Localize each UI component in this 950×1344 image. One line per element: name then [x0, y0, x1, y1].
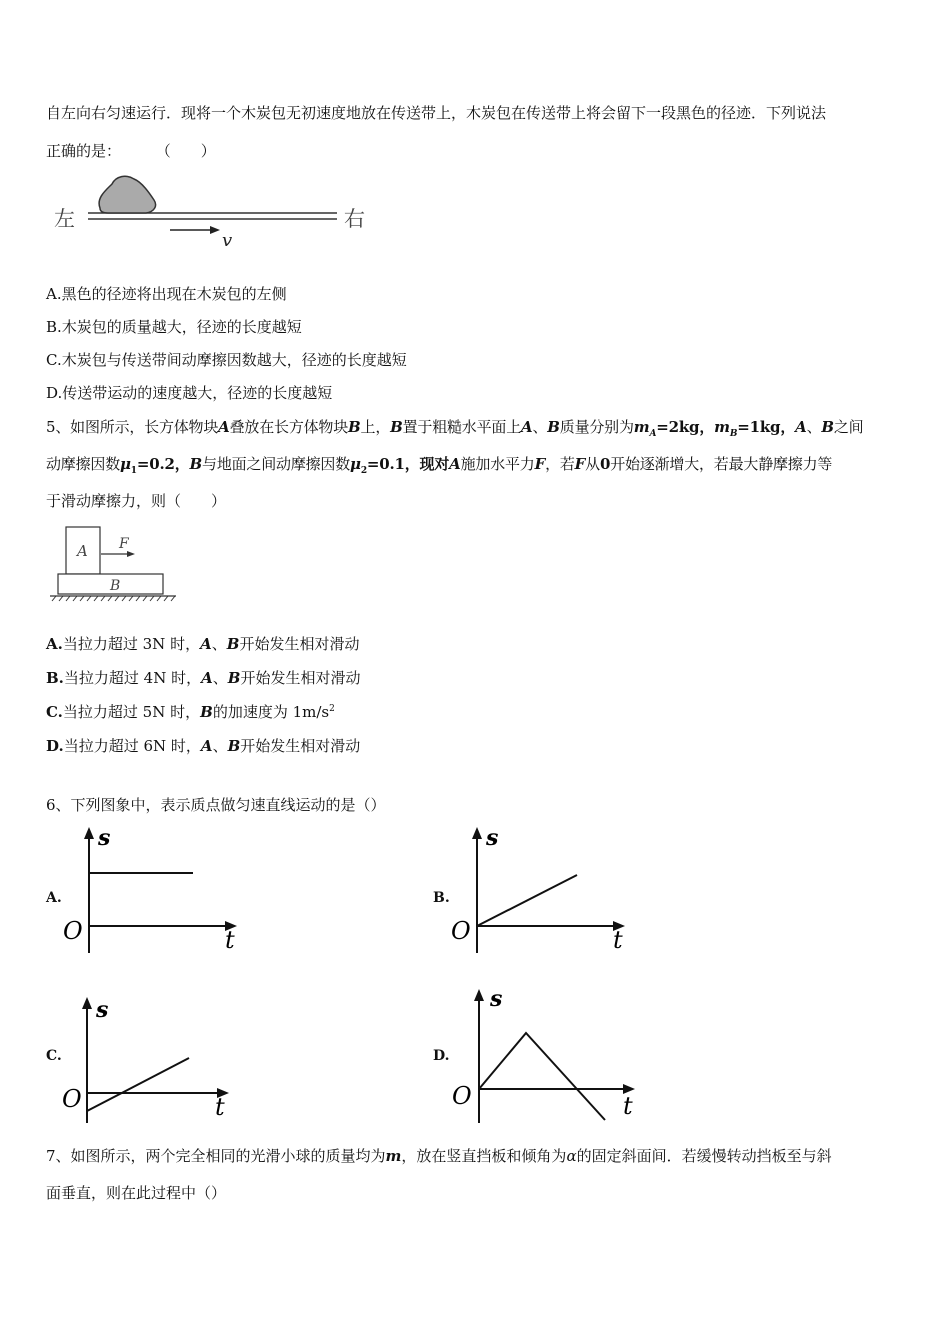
graph-c-o: O [62, 1085, 82, 1113]
graph-b-o: O [451, 917, 471, 945]
force-label: F [119, 536, 129, 552]
graph-a-y-arrow [84, 827, 94, 839]
graph-c-y-arrow [82, 997, 92, 1009]
graph-b-label[interactable]: B. [433, 890, 450, 906]
q5-stem-line1: 5、如图所示，长方体物块A叠放在长方体物块B上，B置于粗糙水平面上A、B质量分别为$m_A=2kg$，$m_B=1kg$，A、B之间 [46, 418, 864, 439]
q5-stem-line3: 于滑动摩擦力，则（ ） [46, 492, 227, 510]
q4-option-d[interactable]: D.传送带运动的速度越大，径迹的长度越短 [46, 384, 333, 402]
graph-a-o: O [63, 917, 83, 945]
q5-option-b[interactable]: B.当拉力超过 4N 时，A、B开始发生相对滑动 [46, 669, 361, 687]
conveyor-figure [50, 170, 380, 250]
q5-option-a[interactable]: A.当拉力超过 3N 时，A、B开始发生相对滑动 [46, 635, 360, 653]
graph-a[interactable] [60, 825, 250, 955]
graph-d-line [479, 1033, 605, 1120]
q7-stem-line2: 面垂直，则在此过程中（） [46, 1184, 227, 1202]
q4-stem-line1: 自左向右匀速运行．现将一个木炭包无初速度地放在传送带上，木炭包在传送带上将会留下一段黑色的径迹．下列说法 [46, 104, 827, 122]
velocity-label: v [222, 230, 233, 251]
graph-c[interactable] [60, 993, 240, 1123]
graph-c-s: s [96, 997, 109, 1023]
block-a-label: A [77, 542, 88, 560]
graph-a-t: t [225, 926, 235, 954]
graph-b[interactable] [448, 825, 638, 955]
q6-stem: 6、下列图象中，表示质点做匀速直线运动的是（） [46, 796, 386, 814]
q4-stem-text: 正确的是： [46, 142, 122, 160]
graph-b-s: s [486, 825, 499, 851]
q4-answer-paren: （ ） [155, 142, 216, 160]
graph-d-s: s [490, 986, 503, 1012]
graph-d-t: t [623, 1092, 633, 1120]
graph-c-line [87, 1058, 189, 1111]
q5-option-c[interactable]: C.当拉力超过 5N 时，B的加速度为 $1m/s^2$ [46, 703, 335, 721]
charcoal-lump [99, 176, 155, 213]
graph-d[interactable] [450, 985, 645, 1125]
graph-d-y-arrow [474, 989, 484, 1001]
graph-a-s: s [98, 825, 111, 851]
ground-hatching [52, 596, 175, 601]
block-b-label: B [110, 578, 121, 594]
fig-right-label: 右 [344, 207, 365, 231]
q4-option-c[interactable]: C.木炭包与传送带间动摩擦因数越大，径迹的长度越短 [46, 351, 407, 369]
graph-c-t: t [215, 1093, 225, 1121]
fig-left-label: 左 [54, 207, 75, 231]
q7-stem-line1: 7、如图所示，两个完全相同的光滑小球的质量均为m，放在竖直挡板和倾角为α的固定斜面间．若缓慢转动挡板至与斜 [46, 1147, 832, 1165]
graph-b-t: t [613, 926, 623, 954]
graph-a-label[interactable]: A. [46, 890, 62, 906]
q5-stem-line2: 动摩擦因数$\mu_1=0.2$，B与地面之间动摩擦因数$\mu_2=0.1$，现对A施加水平力F，若F从0开始逐渐增大，若最大静摩擦力等 [46, 455, 833, 476]
graph-c-label[interactable]: C. [46, 1048, 62, 1064]
blocks-figure [48, 524, 183, 604]
graph-d-label[interactable]: D. [433, 1048, 450, 1064]
q5-option-d[interactable]: D.当拉力超过 6N 时，A、B开始发生相对滑动 [46, 737, 361, 755]
graph-b-y-arrow [472, 827, 482, 839]
velocity-arrow-head [210, 226, 220, 234]
q4-stem-line2 [46, 140, 216, 161]
graph-d-o: O [452, 1082, 472, 1110]
graph-b-line [477, 875, 577, 926]
q4-option-b[interactable]: B.木炭包的质量越大，径迹的长度越短 [46, 318, 302, 336]
q4-option-a[interactable]: A.黑色的径迹将出现在木炭包的左侧 [46, 285, 287, 303]
